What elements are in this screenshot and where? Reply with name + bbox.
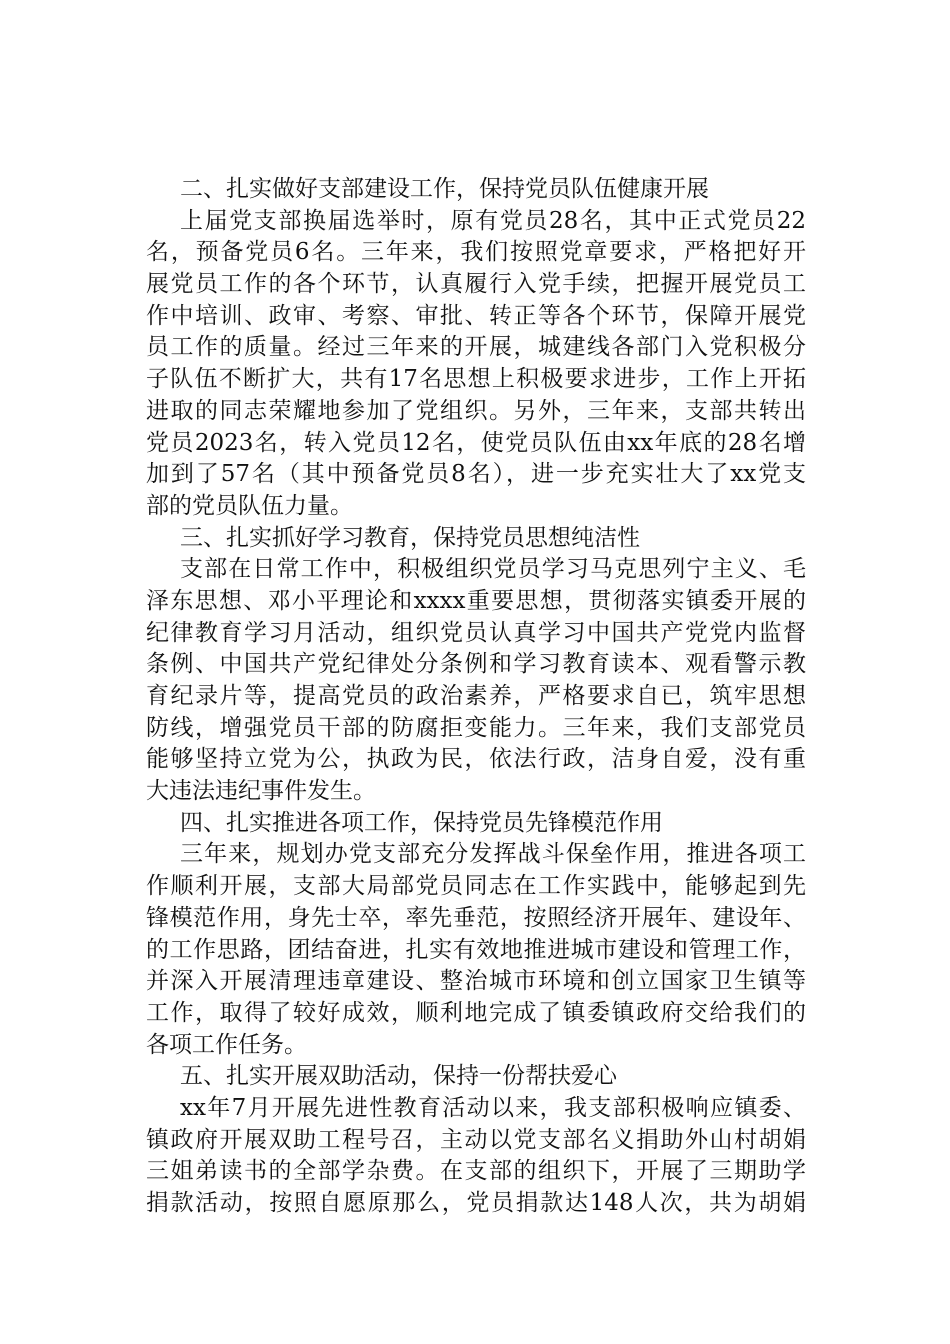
- paragraph-line: 三姐弟读书的全部学杂费。在支部的组织下，开展了三期助学: [146, 1158, 806, 1185]
- paragraph-line: 大违法违纪事件发生。: [146, 778, 376, 805]
- paragraph-line: 名，预备党员6名。三年来，我们按照党章要求，严格把好开: [146, 239, 806, 266]
- section-heading: 五、扎实开展双助活动，保持一份帮扶爱心: [180, 1063, 617, 1090]
- paragraph-line: 锋模范作用，身先士卒，率先垂范，按照经济开展年、建设年、: [146, 904, 806, 931]
- paragraph-line: 部的党员队伍力量。: [146, 492, 353, 519]
- paragraph-line: xx年7月开展先进性教育活动以来，我支部积极响应镇委、: [180, 1094, 806, 1121]
- section-heading: 三、扎实抓好学习教育，保持党员思想纯洁性: [180, 524, 640, 551]
- paragraph-line: 党员2023名，转入党员12名，使党员队伍由xx年底的28名增: [146, 429, 806, 456]
- paragraph-line: 三年来，规划办党支部充分发挥战斗保垒作用，推进各项工: [180, 841, 806, 868]
- paragraph-line: 子队伍不断扩大，共有17名思想上积极要求进步，工作上开拓: [146, 366, 806, 393]
- paragraph-line: 进取的同志荣耀地参加了党组织。另外，三年来，支部共转出: [146, 397, 806, 424]
- paragraph-line: 上届党支部换届选举时，原有党员28名，其中正式党员22: [180, 207, 806, 234]
- paragraph-line: 能够坚持立党为公，执政为民，依法行政，洁身自爱，没有重: [146, 746, 806, 773]
- paragraph-line: 条例、中国共产党纪律处分条例和学习教育读本、观看警示教: [146, 651, 806, 678]
- paragraph-line: 纪律教育学习月活动，组织党员认真学习中国共产党党内监督: [146, 619, 806, 646]
- paragraph-line: 捐款活动，按照自愿原那么，党员捐款达148人次，共为胡娟: [146, 1190, 806, 1216]
- paragraph-line: 作中培训、政审、考察、审批、转正等各个环节，保障开展党: [146, 302, 806, 329]
- paragraph-line: 防线，增强党员干部的防腐拒变能力。三年来，我们支部党员: [146, 714, 806, 741]
- section-heading: 二、扎实做好支部建设工作，保持党员队伍健康开展: [180, 176, 709, 202]
- section-heading: 四、扎实推进各项工作，保持党员先锋模范作用: [180, 809, 663, 836]
- paragraph-line: 育纪录片等，提高党员的政治素养，严格要求自已，筑牢思想: [146, 683, 806, 709]
- paragraph-line: 作顺利开展，支部大局部党员同志在工作实践中，能够起到先: [146, 873, 806, 900]
- paragraph-line: 泽东思想、邓小平理论和xxxx重要思想，贯彻落实镇委开展的: [146, 587, 806, 614]
- paragraph-line: 的工作思路，团结奋进，扎实有效地推进城市建设和管理工作，: [146, 936, 806, 963]
- paragraph-line: 各项工作任务。: [146, 1031, 307, 1058]
- document-body: [146, 174, 806, 1220]
- paragraph-line: 展党员工作的各个环节，认真履行入党手续，把握开展党员工: [146, 271, 806, 298]
- paragraph-line: 工作，取得了较好成效，顺利地完成了镇委镇政府交给我们的: [146, 999, 806, 1026]
- paragraph-line: 支部在日常工作中，积极组织党员学习马克思列宁主义、毛: [180, 556, 806, 583]
- paragraph-line: 加到了57名（其中预备党员8名），进一步充实壮大了xx党支: [146, 461, 806, 488]
- paragraph-line: 员工作的质量。经过三年来的开展，城建线各部门入党积极分: [146, 334, 806, 361]
- paragraph-line: 并深入开展清理违章建设、整治城市环境和创立国家卫生镇等: [146, 968, 806, 995]
- paragraph-line: 镇政府开展双助工程号召，主动以党支部名义捐助外山村胡娟: [146, 1126, 806, 1153]
